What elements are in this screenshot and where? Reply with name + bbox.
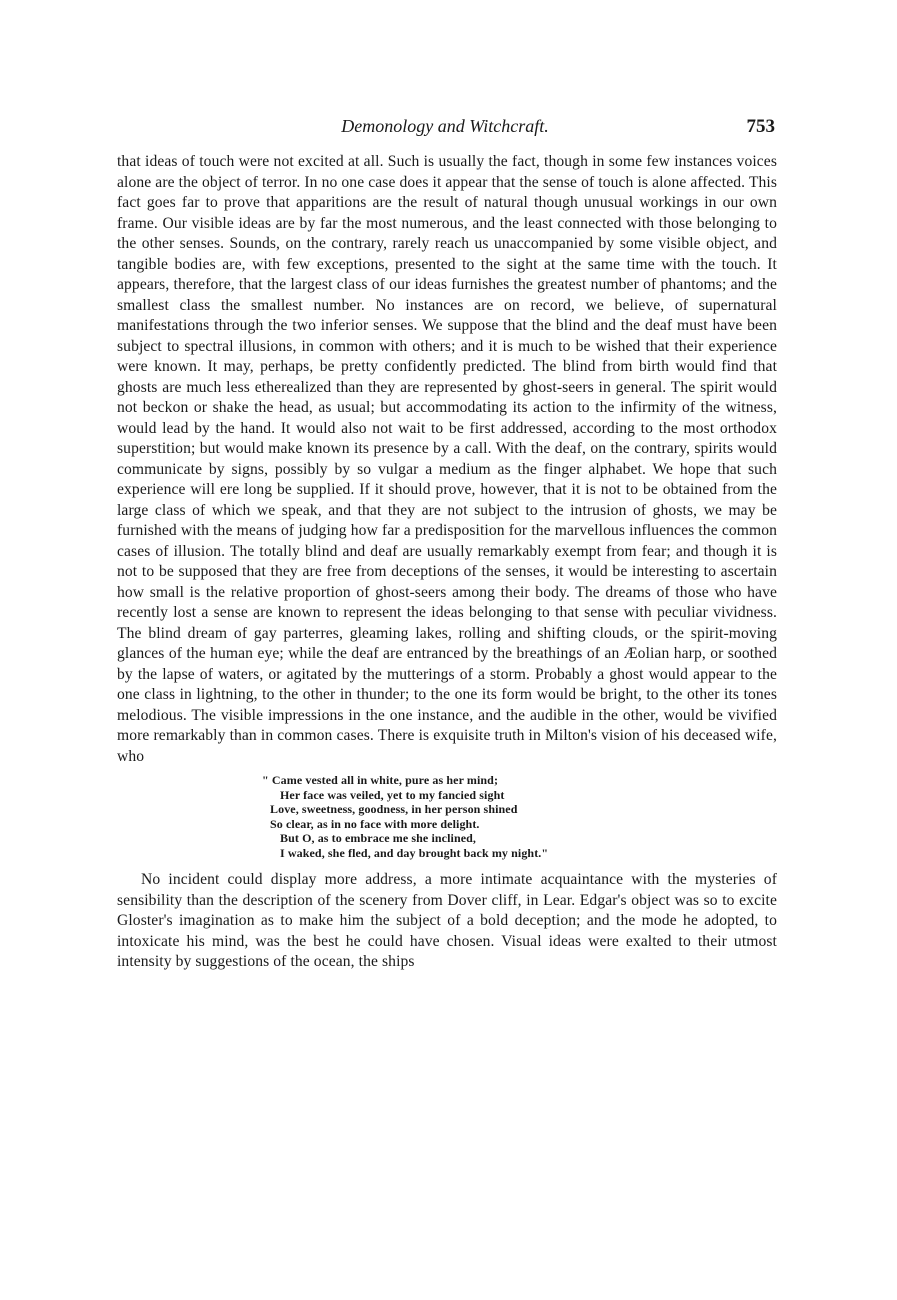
verse-line-5: But O, as to embrace me she inclined, [280, 831, 477, 845]
verse-line-2: Her face was veiled, yet to my fancied sight [280, 787, 505, 802]
body-text [117, 152, 777, 973]
running-title: Demonology and Witchcraft. [341, 116, 549, 136]
page-header [115, 116, 775, 140]
paragraph-1: that ideas of touch were not excited at all. Such is usually the fact, though in some few instances voices alone are the object of terror. In no one case does it appear that the sense of touch is alone affected. This fact goes far to prove that apparitions are the result of natural though unusual workings in our own frame. Our visible ideas are by far the most numerous, and the least connected with those belonging to the other senses. Sounds, on the contrary, rarely reach us unaccompanied by some visible object, and tangible bodies are, with few exceptions, presented to the sight at the same time with the touch. It appears, therefore, that the largest class of our ideas furnishes the greatest number of phantoms; and the smallest class the smallest number. No instances are on record, we believe, of supernatural manifestations through the two inferior senses. We suppose that the blind and the deaf must have been subject to spectral illusions, in common with others; and it is much to be wished that their experience were known. It may, perhaps, be pretty confidently predicted. The blind from birth would find that ghosts are much less etherealized than they are represented by ghost-seers in general. The spirit would not beckon or shake the head, as usual; but accommodating its action to the infirmity of the witness, would lead by the hand. It would also not wait to be first addressed, according to the most orthodox superstition; but would make known its presence by a call. With the deaf, on the contrary, spirits would communicate by signs, possibly by so vulgar a medium as the finger alphabet. We hope that such experience will ere long be supplied. If it should prove, however, that it is not to be obtained from the large class of which we speak, and that they are not subject to the intrusion of ghosts, we may be furnished with the means of judging how far a predisposition for the marvellous influences the common cases of illusion. The totally blind and deaf are usually remarkably exempt from fear; and though it is not to be supposed that they are free from deceptions of the senses, it would be interesting to ascertain how small is the relative proportion of ghost-seers among their body. The dreams of those who have recently lost a sense are known to represent the ideas belonging to that sense with peculiar vividness. The blind dream of gay parterres, gleaming lakes, rolling and shifting clouds, or the spirit-moving glances of the human eye; while the deaf are entranced by the breathings of an Æolian harp, or soothed by the lapse of waters, or agitated by the mutterings of a storm. Probably a ghost would appear to the one class in lightning, to the other in thunder; to the one its form would be bright, to the other its tones melodious. The visible impressions in the one instance, and the audible in the other, would be vivified more remarkably than in common cases. There is exquisite truth in Milton's vision of his deceased wife, who [117, 153, 777, 765]
milton-sonnet-quote [262, 773, 777, 860]
verse-line-1: " Came vested all in white, pure as her mind; [262, 773, 499, 787]
paragraph-2: No incident could display more address, a more intimate acquaintance with the mysteries of sensibility than the description of the scenery from Dover cliff, in Lear. Edgar's object was so to excite Gloster's imagination as to make him the subject of a bold deception; and the mode he adopted, to intoxicate his mind, was the best he could have chosen. Visual ideas were exalted to their utmost intensity by suggestions of the ocean, the ships [117, 871, 777, 970]
verse-line-6: I waked, she fled, and day brought back my night." [280, 845, 549, 860]
verse-line-4: So clear, as in no face with more delight. [270, 816, 480, 831]
verse-line-3: Love, sweetness, goodness, in her person shined [270, 802, 518, 816]
page-number: 753 [746, 116, 775, 137]
